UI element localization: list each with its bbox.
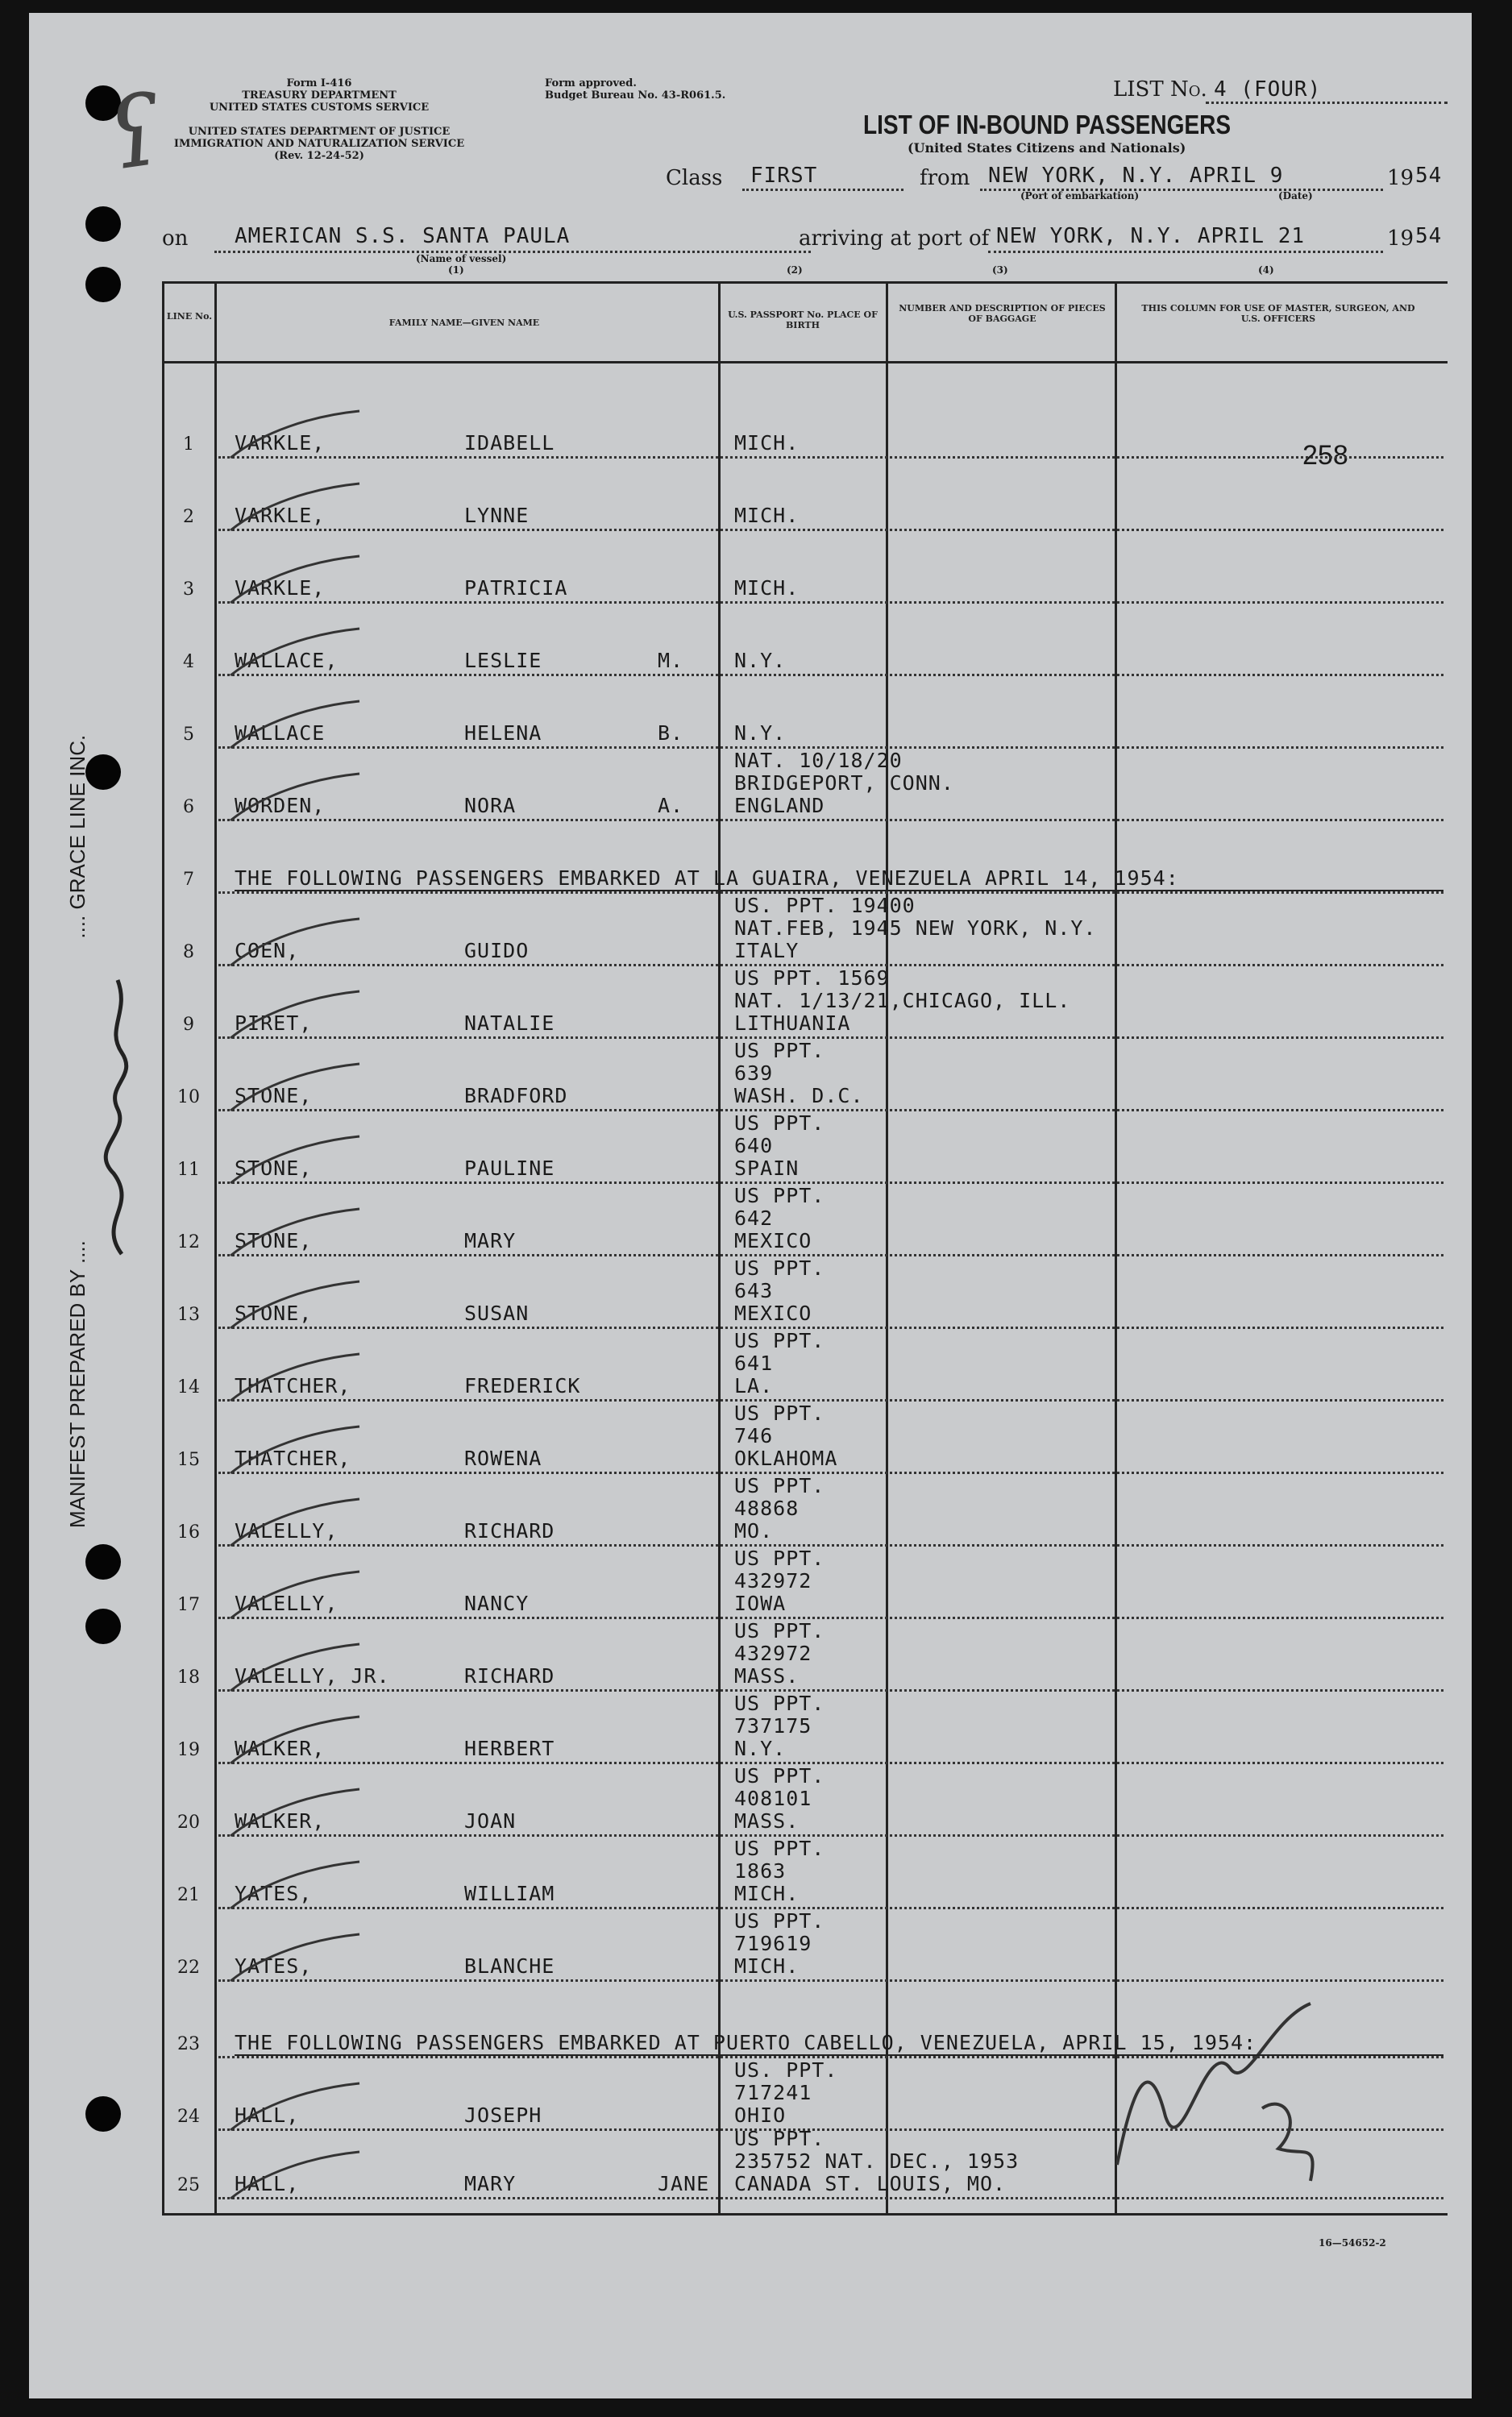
row-dotline xyxy=(218,674,1443,676)
treasury-dept: TREASURY DEPARTMENT xyxy=(242,89,397,102)
passport-line: MEXICO xyxy=(734,1229,812,1252)
middle-name: B. xyxy=(658,721,684,745)
given-name: JOSEPH xyxy=(464,2103,542,2127)
ins-service: IMMIGRATION AND NATURALIZATION SERVICE xyxy=(173,138,465,150)
check-mark-icon xyxy=(222,408,368,464)
header-bottom-border xyxy=(162,361,1448,363)
passport-line: MICH. xyxy=(734,1954,800,1978)
column-header-name: FAMILY NAME—GIVEN NAME xyxy=(388,318,540,328)
given-name: HELENA xyxy=(464,721,542,745)
table-top-border xyxy=(162,281,1448,284)
passport-line: ITALY xyxy=(734,939,800,962)
vessel-dotline xyxy=(214,251,811,253)
page-subtitle: (United States Citizens and Nationals) xyxy=(908,140,1186,156)
given-name: GUIDO xyxy=(464,939,530,962)
passport-line: 641 xyxy=(734,1352,774,1375)
check-mark-icon xyxy=(222,1786,368,1842)
row-number: 23 xyxy=(177,2034,200,2054)
side-prepared: MANIFEST PREPARED BY xyxy=(65,1269,89,1528)
passport-line: NAT.FEB, 1945 NEW YORK, N.Y. xyxy=(734,916,1097,940)
passport-line: MO. xyxy=(734,1519,774,1543)
row-number: 5 xyxy=(183,725,194,745)
given-name: JOAN xyxy=(464,1809,517,1833)
passport-line: MICH. xyxy=(734,576,800,600)
passport-line: 432972 xyxy=(734,1642,812,1665)
row-number: 21 xyxy=(177,1885,200,1905)
passport-line: WASH. D.C. xyxy=(734,1084,864,1107)
family-name: WORDEN, xyxy=(235,794,326,817)
family-name: VARKLE, xyxy=(235,504,326,527)
row-number: 19 xyxy=(177,1740,200,1760)
passport-line: 1863 xyxy=(734,1859,787,1883)
passport-line: 642 xyxy=(734,1206,774,1230)
row-dotline xyxy=(218,1327,1443,1329)
class-label: Class xyxy=(666,166,723,190)
col-divider xyxy=(1115,281,1117,2216)
budget-bureau: Budget Bureau No. 43-R061.5. xyxy=(545,89,726,102)
year-prefix: 19 xyxy=(1387,166,1414,190)
row-number: 4 xyxy=(183,652,194,672)
arriving-label: arriving at port of xyxy=(799,226,990,251)
row-dotline xyxy=(218,1979,1443,1982)
passport-line: US PPT. xyxy=(734,1547,825,1570)
page-title: LIST OF IN-BOUND PASSENGERS xyxy=(863,110,1232,139)
passport-line: 432972 xyxy=(734,1569,812,1593)
col1-caption: (1) xyxy=(448,264,464,276)
row-dotline xyxy=(218,1689,1443,1692)
given-name: NORA xyxy=(464,794,517,817)
passport-line: US PPT. xyxy=(734,1184,825,1207)
embarkation-note: THE FOLLOWING PASSENGERS EMBARKED AT LA GUAIRA, VENEZUELA APRIL 14, 1954: xyxy=(235,866,1179,890)
note-underline xyxy=(235,2054,1443,2056)
row-dotline xyxy=(218,2128,1443,2131)
handwritten-mark: ʕ xyxy=(102,74,169,193)
col2-caption: (2) xyxy=(787,264,803,276)
passport-line: 643 xyxy=(734,1279,774,1302)
col-divider xyxy=(886,281,888,2216)
punch-hole xyxy=(85,754,121,790)
row-number: 24 xyxy=(177,2107,200,2127)
given-name: LESLIE xyxy=(464,649,542,672)
passport-line: MASS. xyxy=(734,1809,800,1833)
check-mark-icon xyxy=(222,988,368,1044)
row-number: 13 xyxy=(177,1305,200,1325)
middle-name: A. xyxy=(658,794,684,817)
row-dotline xyxy=(218,1762,1443,1764)
passport-line: US PPT. xyxy=(734,1692,825,1715)
family-name: VALELLY, xyxy=(235,1592,339,1615)
family-name: HALL, xyxy=(235,2103,300,2127)
punch-hole xyxy=(85,267,121,302)
row-number: 16 xyxy=(177,1522,200,1543)
row-number: 1 xyxy=(183,434,194,455)
passport-line: US PPT. xyxy=(734,2127,825,2150)
embarkation-note: THE FOLLOWING PASSENGERS EMBARKED AT PUERTO CABELLO, VENEZUELA, APRIL 15, 1954: xyxy=(235,2031,1257,2054)
passport-line: IOWA xyxy=(734,1592,787,1615)
family-name: HALL, xyxy=(235,2172,300,2195)
revision: (Rev. 12-24-52) xyxy=(274,150,364,162)
passport-line: 746 xyxy=(734,1424,774,1447)
given-name: ROWENA xyxy=(464,1447,542,1470)
given-name: MARY xyxy=(464,2172,517,2195)
row-dotline xyxy=(218,1472,1443,1474)
family-name: VALELLY, JR. xyxy=(235,1664,390,1688)
form-number: Form I-416 xyxy=(286,77,352,89)
passport-line: N.Y. xyxy=(734,1737,787,1760)
arrival-dotline xyxy=(988,251,1383,253)
family-name: WALLACE xyxy=(235,721,326,745)
table-bottom-border xyxy=(162,2213,1448,2216)
family-name: PIRET, xyxy=(235,1011,313,1035)
column-header-baggage: NUMBER AND DESCRIPTION OF PIECES OF BAGGAGE xyxy=(899,303,1106,324)
family-name: VARKLE, xyxy=(235,576,326,600)
row-dotline xyxy=(218,1399,1443,1402)
row-dotline xyxy=(218,529,1443,531)
family-name: STONE, xyxy=(235,1229,313,1252)
manifest-page xyxy=(29,13,1472,2398)
row-dotline xyxy=(218,2197,1443,2199)
row-number: 11 xyxy=(177,1160,200,1180)
passport-line: MEXICO xyxy=(734,1302,812,1325)
row-dotline xyxy=(218,1109,1443,1111)
row-number: 10 xyxy=(177,1087,200,1107)
col3-caption: (3) xyxy=(992,264,1008,276)
row-dotline xyxy=(218,1617,1443,1619)
row-dotline xyxy=(218,1036,1443,1039)
passport-line: 639 xyxy=(734,1061,774,1085)
row-dotline xyxy=(218,1254,1443,1256)
date-caption: (Date) xyxy=(1278,190,1313,201)
from-value: NEW YORK, N.Y. APRIL 9 xyxy=(988,164,1284,188)
arrival-year: 54 xyxy=(1415,224,1443,248)
family-name: WALKER, xyxy=(235,1737,326,1760)
justice-dept: UNITED STATES DEPARTMENT OF JUSTICE xyxy=(188,126,451,138)
col-divider xyxy=(718,281,721,2216)
check-mark-icon xyxy=(222,770,368,827)
given-name: FREDERICK xyxy=(464,1374,581,1397)
approval: Form approved. xyxy=(545,77,637,89)
passport-line: US PPT. xyxy=(734,1402,825,1425)
passport-line: NAT. 10/18/20 xyxy=(734,749,903,772)
column-header-line: LINE No. xyxy=(166,311,213,322)
class-dotline xyxy=(742,189,903,191)
family-name: COEN, xyxy=(235,939,300,962)
check-mark-icon xyxy=(222,1133,368,1190)
passport-line: NAT. 1/13/21,CHICAGO, ILL. xyxy=(734,989,1071,1012)
passport-line: US PPT. xyxy=(734,1619,825,1642)
family-name: THATCHER, xyxy=(235,1447,351,1470)
passport-line: US PPT. xyxy=(734,1256,825,1280)
list-number: 4 (FOUR) xyxy=(1214,77,1322,102)
passport-line: 717241 xyxy=(734,2081,812,2104)
passport-line: US PPT. xyxy=(734,1474,825,1497)
family-name: WALLACE, xyxy=(235,649,339,672)
passport-line: LA. xyxy=(734,1374,774,1397)
passport-line: MASS. xyxy=(734,1664,800,1688)
check-mark-icon xyxy=(222,1641,368,1697)
punch-hole xyxy=(85,2096,121,2132)
row-number: 7 xyxy=(183,870,194,890)
passport-line: MICH. xyxy=(734,504,800,527)
punch-hole xyxy=(85,206,121,242)
check-mark-icon xyxy=(222,1713,368,1770)
row-number: 8 xyxy=(183,942,194,962)
family-name: THATCHER, xyxy=(235,1374,351,1397)
passport-line: 640 xyxy=(734,1134,774,1157)
passport-line: US PPT. 1569 xyxy=(734,966,890,990)
family-name: STONE, xyxy=(235,1302,313,1325)
vessel-name: AMERICAN S.S. SANTA PAULA xyxy=(235,224,571,248)
row-number: 3 xyxy=(183,579,194,600)
passport-line: CANADA ST. LOUIS, MO. xyxy=(734,2172,1007,2195)
given-name: BLANCHE xyxy=(464,1954,555,1978)
passport-line: N.Y. xyxy=(734,649,787,672)
check-mark-icon xyxy=(222,2149,368,2205)
given-name: HERBERT xyxy=(464,1737,555,1760)
row-dotline xyxy=(218,1544,1443,1547)
given-name: WILLIAM xyxy=(464,1882,555,1905)
class-value: FIRST xyxy=(750,164,818,188)
arrival-value: NEW YORK, N.Y. APRIL 21 xyxy=(996,224,1306,248)
passport-line: MICH. xyxy=(734,431,800,455)
passport-line: 737175 xyxy=(734,1714,812,1738)
col-divider xyxy=(162,281,164,2216)
passport-line: SPAIN xyxy=(734,1157,800,1180)
given-name: IDABELL xyxy=(464,431,555,455)
passport-line: US PPT. xyxy=(734,1111,825,1135)
passport-line: US PPT. xyxy=(734,1764,825,1788)
row-dotline xyxy=(218,1834,1443,1837)
list-dotline xyxy=(1206,102,1448,104)
family-name: WALKER, xyxy=(235,1809,326,1833)
given-name: RICHARD xyxy=(464,1664,555,1688)
given-name: RICHARD xyxy=(464,1519,555,1543)
passport-line: US PPT. xyxy=(734,1909,825,1933)
passport-line: OKLAHOMA xyxy=(734,1447,838,1470)
middle-name: M. xyxy=(658,649,684,672)
given-name: NANCY xyxy=(464,1592,530,1615)
check-mark-icon xyxy=(222,1568,368,1625)
row-dotline xyxy=(218,1907,1443,1909)
family-name: VALELLY, xyxy=(235,1519,339,1543)
row-number: 9 xyxy=(183,1015,194,1035)
col-divider xyxy=(214,281,217,2216)
passport-line: MICH. xyxy=(734,1882,800,1905)
check-mark-icon xyxy=(222,1496,368,1552)
passport-line: 408101 xyxy=(734,1787,812,1810)
given-name: PAULINE xyxy=(464,1157,555,1180)
officer-number: 258 xyxy=(1302,440,1348,471)
col4-caption: (4) xyxy=(1258,264,1274,276)
check-mark-icon xyxy=(222,1931,368,1987)
arrival-year-prefix: 19 xyxy=(1387,226,1414,251)
check-mark-icon xyxy=(222,2080,368,2137)
passport-line: N.Y. xyxy=(734,721,787,745)
given-name: NATALIE xyxy=(464,1011,555,1035)
passport-line: US. PPT. xyxy=(734,2058,838,2082)
passport-line: US PPT. xyxy=(734,1837,825,1860)
passport-line: 719619 xyxy=(734,1932,812,1955)
row-number: 12 xyxy=(177,1232,200,1252)
row-dotline xyxy=(218,456,1443,459)
given-name: LYNNE xyxy=(464,504,530,527)
row-number: 17 xyxy=(177,1595,200,1615)
on-label: on xyxy=(162,226,189,251)
check-mark-icon xyxy=(222,625,368,682)
passport-line: ENGLAND xyxy=(734,794,825,817)
row-number: 18 xyxy=(177,1667,200,1688)
handwritten-signature xyxy=(73,964,154,1270)
list-label: LIST No. xyxy=(1113,77,1207,102)
passport-line: 48868 xyxy=(734,1497,800,1520)
family-name: VARKLE, xyxy=(235,431,326,455)
officer-initials xyxy=(1101,1987,1367,2197)
row-number: 6 xyxy=(183,797,194,817)
note-underline xyxy=(235,890,1443,891)
check-mark-icon xyxy=(222,916,368,972)
given-name: SUSAN xyxy=(464,1302,530,1325)
row-number: 25 xyxy=(177,2175,200,2195)
check-mark-icon xyxy=(222,698,368,754)
row-number: 15 xyxy=(177,1450,200,1470)
given-name: MARY xyxy=(464,1229,517,1252)
column-header-passport: U.S. PASSPORT No. PLACE OF BIRTH xyxy=(728,309,878,330)
check-mark-icon xyxy=(222,480,368,537)
side-dots-end: .... xyxy=(65,915,89,939)
check-mark-icon xyxy=(222,1423,368,1480)
punch-hole xyxy=(85,1609,121,1644)
passport-line: 235752 NAT. DEC., 1953 xyxy=(734,2149,1020,2173)
family-name: STONE, xyxy=(235,1084,313,1107)
row-number: 2 xyxy=(183,507,194,527)
check-mark-icon xyxy=(222,1061,368,1117)
vessel-caption: (Name of vessel) xyxy=(416,253,507,264)
family-name: STONE, xyxy=(235,1157,313,1180)
passport-line: BRIDGEPORT, CONN. xyxy=(734,771,954,795)
row-dotline xyxy=(218,819,1443,821)
footer-code: 16—54652-2 xyxy=(1319,2237,1386,2249)
passport-line: US PPT. xyxy=(734,1329,825,1352)
passport-line: US PPT. xyxy=(734,1039,825,1062)
check-mark-icon xyxy=(222,1206,368,1262)
family-name: YATES, xyxy=(235,1954,313,1978)
punch-hole xyxy=(85,1544,121,1580)
from-label: from xyxy=(920,166,970,190)
year-value: 54 xyxy=(1415,164,1443,188)
passport-line: LITHUANIA xyxy=(734,1011,851,1035)
check-mark-icon xyxy=(222,1858,368,1915)
column-header-officers: THIS COLUMN FOR USE OF MASTER, SURGEON, AND U.S. OFFICERS xyxy=(1141,303,1415,324)
check-mark-icon xyxy=(222,1351,368,1407)
middle-name: JANE xyxy=(658,2172,710,2195)
passport-line: OHIO xyxy=(734,2103,787,2127)
side-company: GRACE LINE INC. xyxy=(65,734,89,910)
port-caption: (Port of embarkation) xyxy=(1020,190,1140,201)
passport-line: US. PPT. 19400 xyxy=(734,894,916,917)
family-name: YATES, xyxy=(235,1882,313,1905)
row-dotline xyxy=(218,1182,1443,1184)
check-mark-icon xyxy=(222,1278,368,1335)
row-number: 22 xyxy=(177,1958,200,1978)
customs-service: UNITED STATES CUSTOMS SERVICE xyxy=(209,102,430,114)
row-number: 14 xyxy=(177,1377,200,1397)
given-name: PATRICIA xyxy=(464,576,568,600)
side-dots: .... xyxy=(65,1240,89,1265)
row-number: 20 xyxy=(177,1813,200,1833)
row-dotline xyxy=(218,601,1443,604)
given-name: BRADFORD xyxy=(464,1084,568,1107)
check-mark-icon xyxy=(222,553,368,609)
